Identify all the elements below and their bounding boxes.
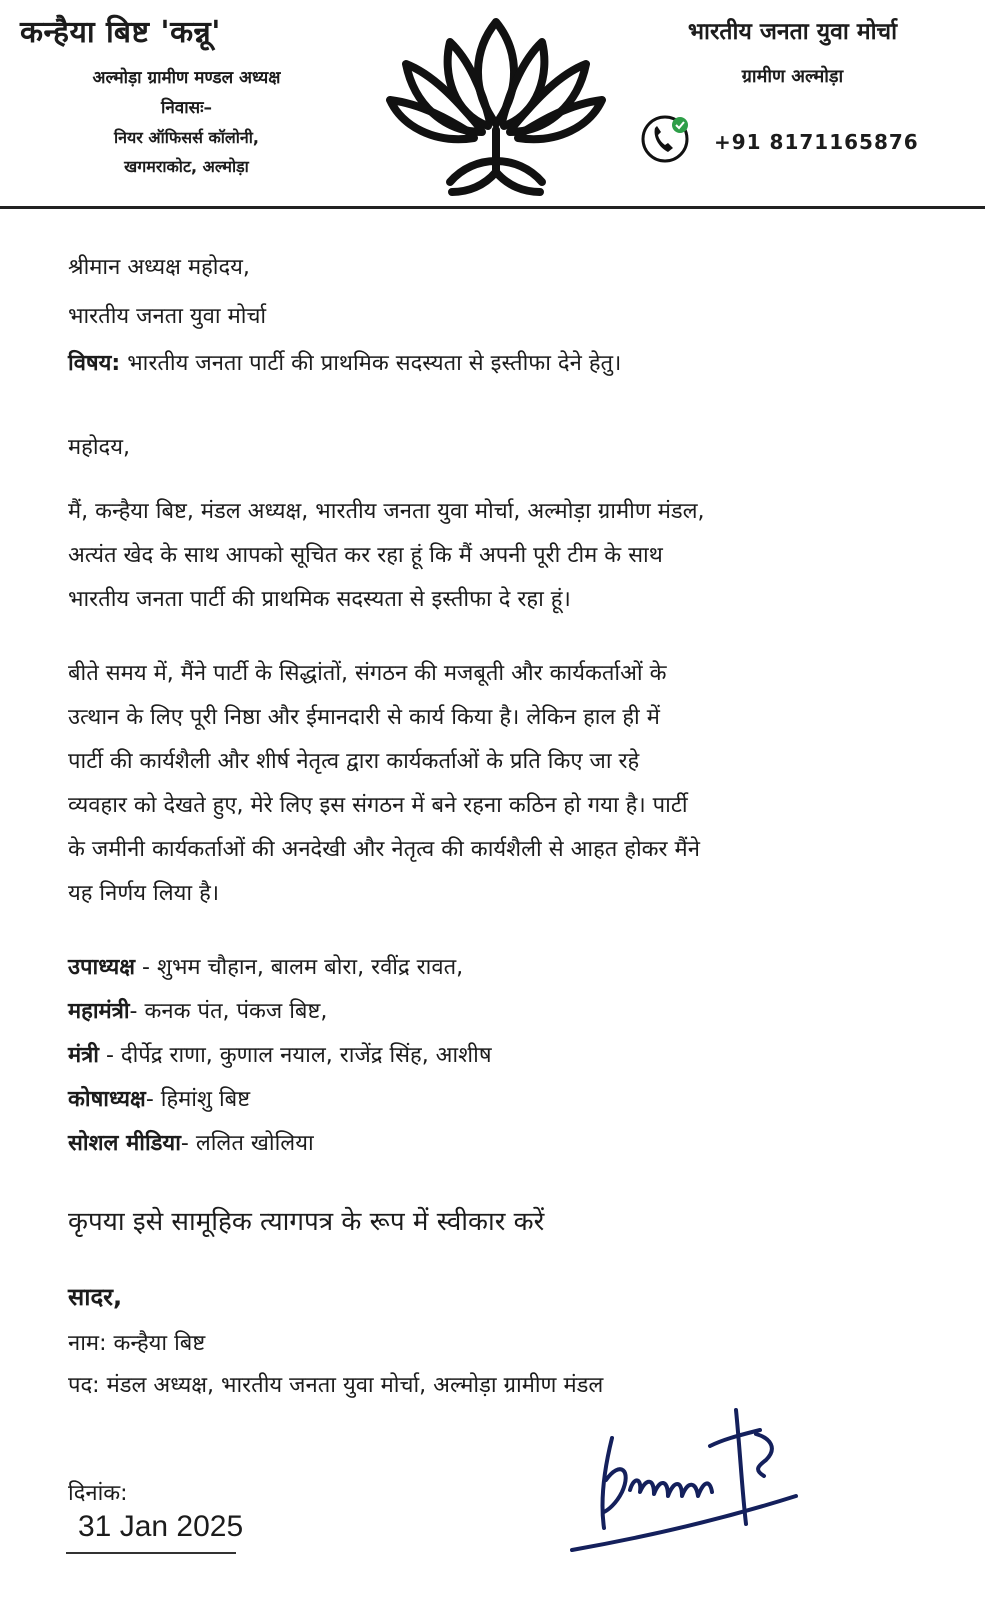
paragraph-2-line: व्यवहार को देखते हुए, मेरे लिए इस संगठन में बने रहना कठिन हो गया है। पार्टी: [68, 793, 688, 818]
team-member-row: [68, 1122, 938, 1166]
subject-label: विषय:: [68, 351, 121, 376]
addressee-title: श्रीमान अध्यक्ष महोदय,: [68, 255, 250, 280]
subject-line: [68, 350, 621, 378]
team-names: - शुभम चौहान, बालम बोरा, रवींद्र रावत,: [135, 955, 464, 980]
team-role: सोशल मीडिया: [68, 1131, 181, 1156]
date-underline: [66, 1552, 236, 1554]
request-line: कृपया इसे सामूहिक त्यागपत्र के रूप में स्वीकार करें: [68, 1207, 545, 1237]
lotus-logo: [384, 4, 609, 200]
signatory-post: पद: मंडल अध्यक्ष, भारतीय जनता युवा मोर्चा, अल्मोड़ा ग्रामीण मंडल: [68, 1373, 604, 1398]
team-member-row: [68, 990, 938, 1034]
organization-name: भारतीय जनता युवा मोर्चा: [687, 19, 898, 45]
paragraph-1-line: अत्यंत खेद के साथ आपको सूचित कर रहा हूं कि मैं अपनी पूरी टीम के साथ: [68, 543, 663, 568]
team-role: कोषाध्यक्ष: [68, 1087, 146, 1112]
addressee-org: भारतीय जनता युवा मोर्चा: [68, 304, 267, 329]
paragraph-2-line: यह निर्णय लिया है।: [68, 881, 220, 906]
signatory-name: नाम: कन्हैया बिष्ट: [68, 1331, 206, 1356]
paragraph-1-line: मैं, कन्हैया बिष्ट, मंडल अध्यक्ष, भारतीय जनता युवा मोर्चा, अल्मोड़ा ग्रामीण मंडल,: [68, 499, 705, 524]
signature-image: [560, 1400, 820, 1560]
team-names: - दीर्पेद्र राणा, कुणाल नयाल, राजेंद्र सिंह, आशीष: [99, 1043, 492, 1068]
paragraph-2-line: के जमीनी कार्यकर्ताओं की अनदेखी और नेतृत्व की कार्यशैली से आहत होकर मैंने: [68, 837, 700, 862]
date-label: दिनांक:: [68, 1481, 128, 1506]
residence-label: निवासः–: [160, 98, 213, 118]
team-names: - कनक पंत, पंकज बिष्ट,: [129, 999, 328, 1024]
team-role: महामंत्री: [68, 999, 130, 1024]
team-role: मंत्री: [68, 1043, 99, 1068]
date-value: 31 Jan 2025: [78, 1510, 244, 1543]
paragraph-2-line: पार्टी की कार्यशैली और शीर्ष नेतृत्व द्वारा कार्यकर्ताओं के प्रति किए जा रहे: [68, 749, 640, 774]
address-line-1: नियर ऑफिसर्स कॉलोनी,: [114, 128, 259, 147]
organization-block: [610, 14, 975, 88]
organization-unit: ग्रामीण अल्मोड़ा: [741, 66, 844, 87]
letterhead: [0, 0, 985, 209]
paragraph-2-line: उत्थान के लिए पूरी निष्ठा और ईमानदारी से कार्य किया है। लेकिन हाल ही में: [68, 705, 660, 730]
sender-name: कन्हैया बिष्ट 'कन्नू': [20, 15, 221, 50]
team-member-row: [68, 1034, 938, 1078]
team-member-row: [68, 1078, 938, 1122]
phone-number: +91 8171165876: [714, 130, 919, 154]
team-member-row: [68, 946, 938, 990]
paragraph-1: [68, 490, 938, 622]
closing: सादर,: [68, 1283, 123, 1311]
team-list: [68, 946, 938, 1166]
team-names: - हिमांशु बिष्ट: [145, 1087, 251, 1112]
sender-designation: अल्मोड़ा ग्रामीण मण्डल अध्यक्ष: [92, 68, 281, 88]
address-line-2: खगमराकोट, अल्मोड़ा: [124, 157, 249, 176]
subject-text: भारतीय जनता पार्टी की प्राथमिक सदस्यता से इस्तीफा देने हेतु।: [120, 351, 622, 376]
sender-block: [14, 10, 359, 181]
paragraph-1-line: भारतीय जनता पार्टी की प्राथमिक सदस्यता से इस्तीफा दे रहा हूं।: [68, 587, 571, 612]
phone-whatsapp-icon: [640, 114, 692, 164]
phone-contact: [640, 114, 970, 164]
paragraph-2-line: बीते समय में, मैंने पार्टी के सिद्धांतों, संगठन की मजबूती और कार्यकर्ताओं के: [68, 661, 667, 686]
team-role: उपाध्यक्ष: [68, 955, 136, 980]
paragraph-2: [68, 652, 938, 916]
team-names: - ललित खोलिया: [180, 1131, 314, 1156]
greeting: महोदय,: [68, 435, 130, 460]
